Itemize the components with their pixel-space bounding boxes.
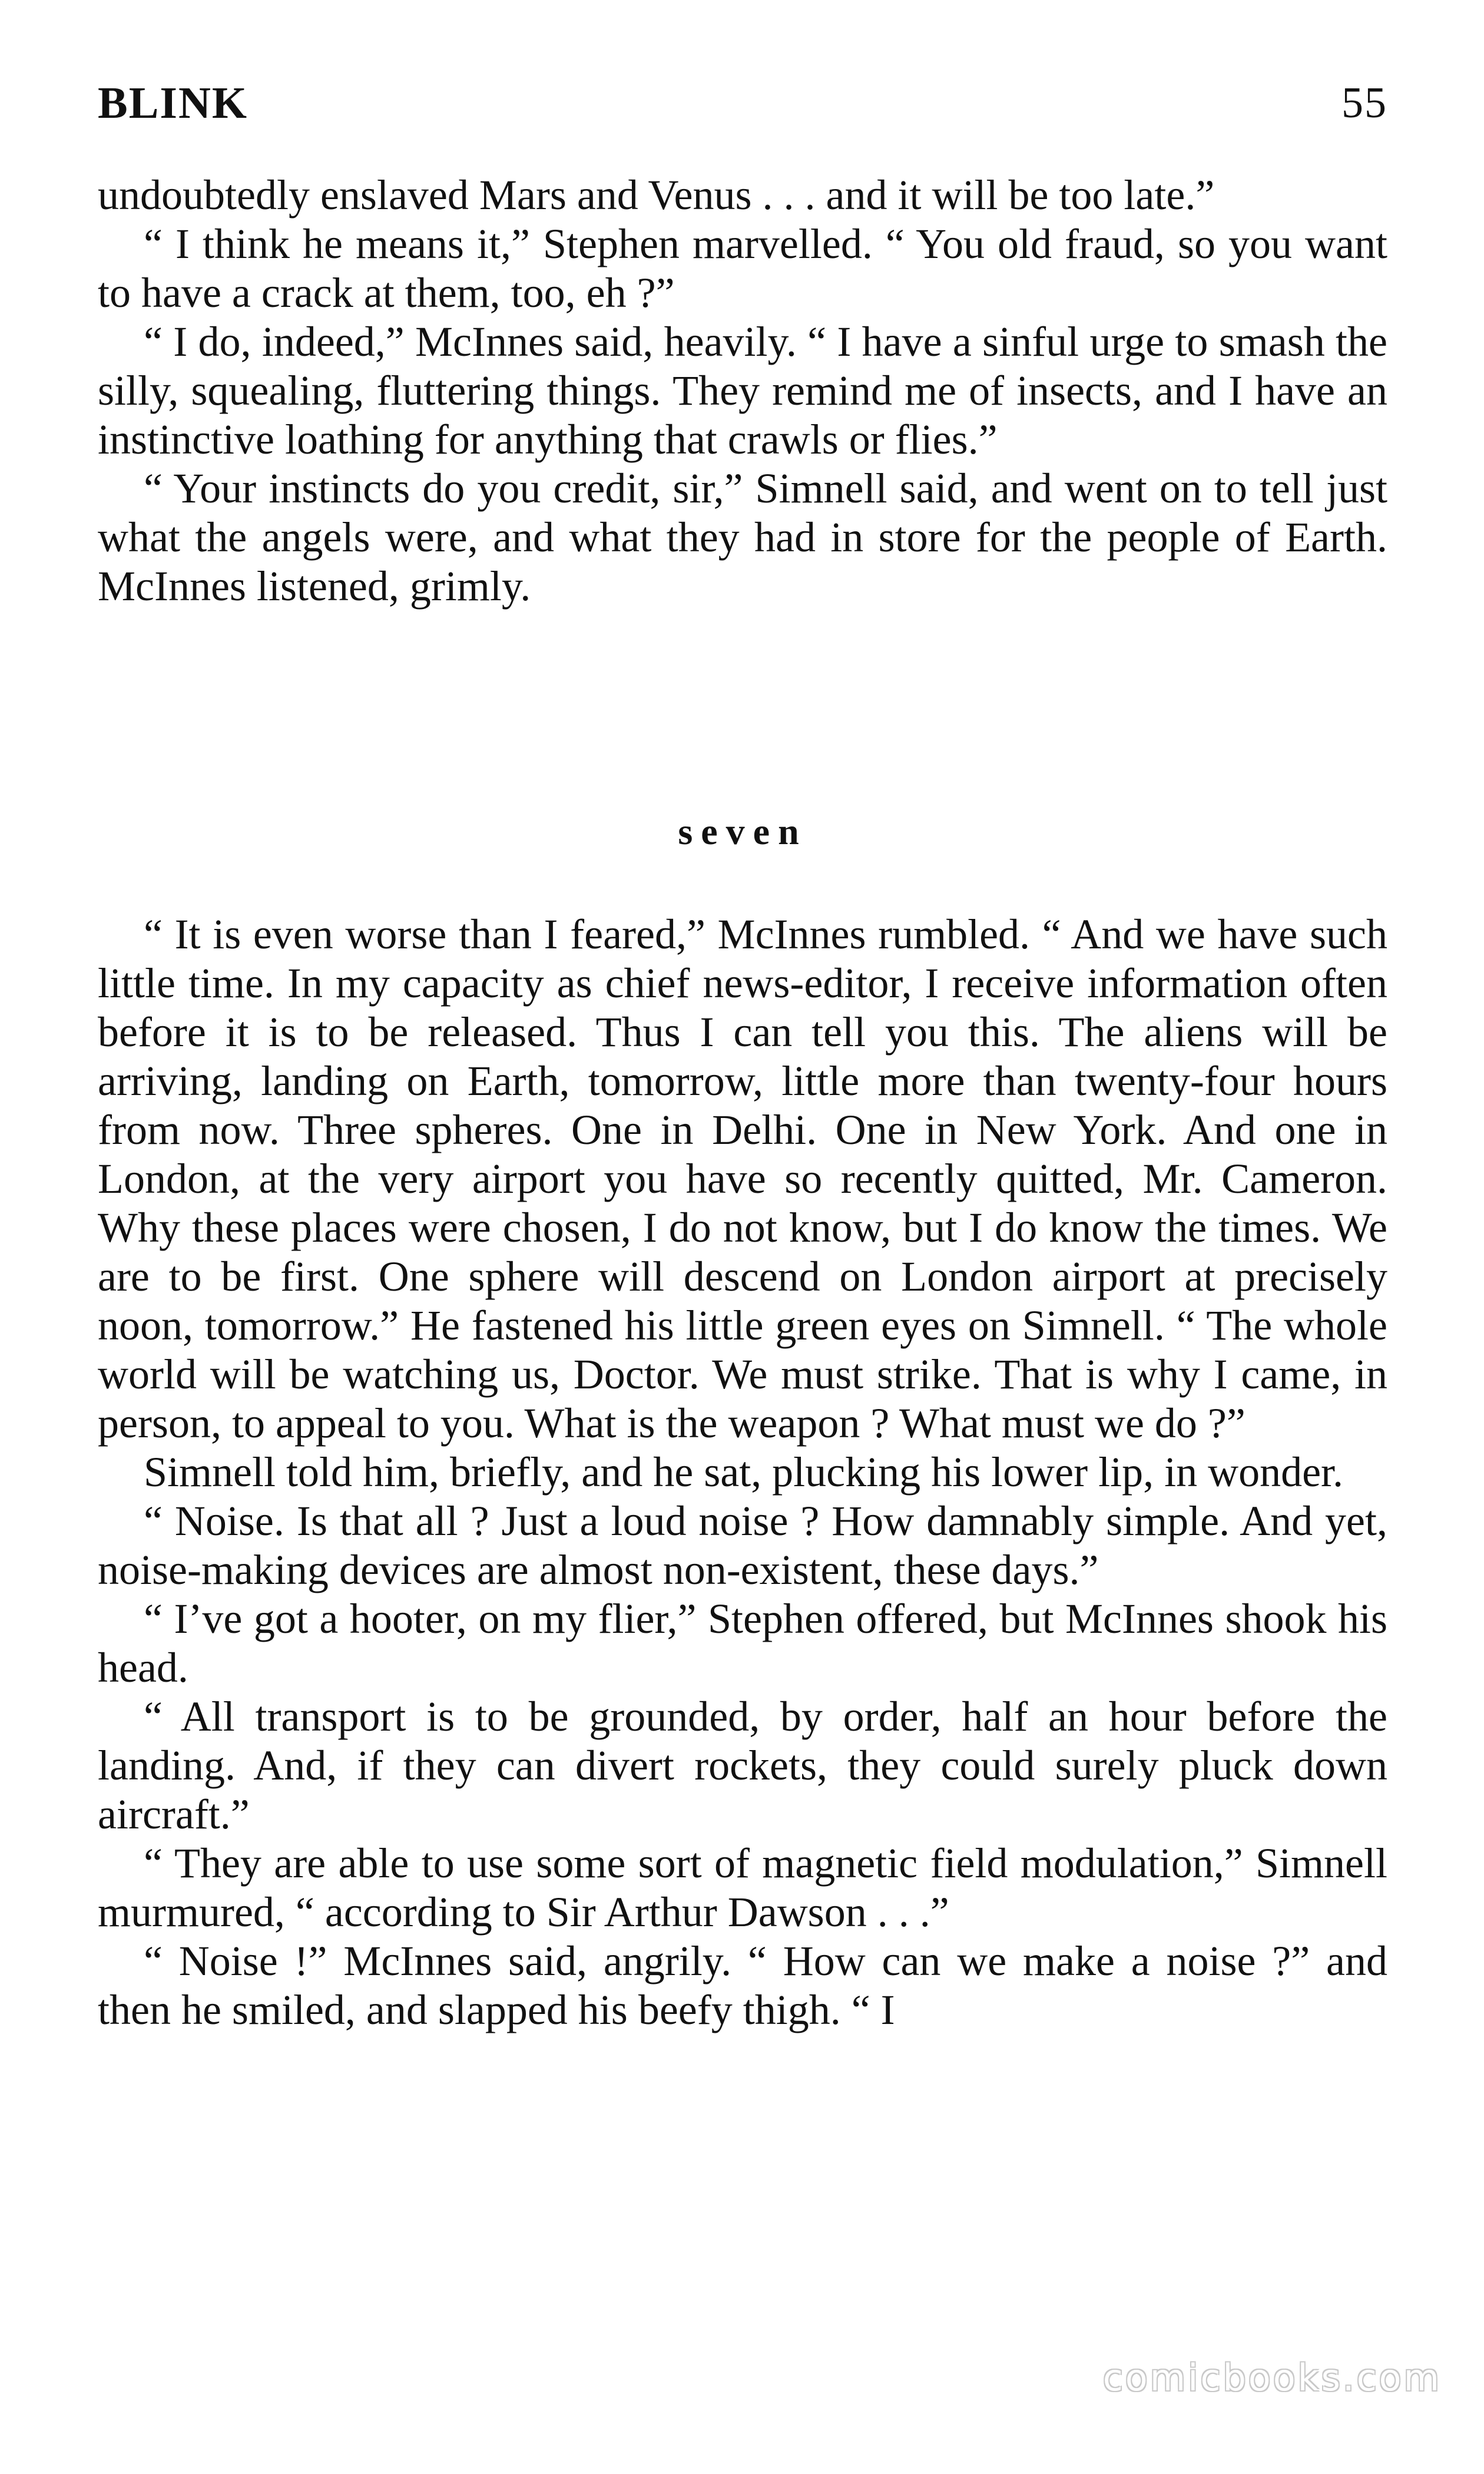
paragraph: “ Noise. Is that all ? Just a loud noise ? How damnably simple. And yet, noise-making devices are almost non-existent, these days.” [98,1497,1387,1593]
book-title: BLINK [98,78,248,128]
text-block-after-heading [98,910,1387,2035]
page-number: 55 [1341,78,1387,127]
chapter-heading: seven [678,811,807,852]
paragraph: “ Your instincts do you credit, sir,” Simnell said, and went on to tell just what the angels were, and what they had in store for the people of Earth. McInnes listened, grimly. [98,465,1387,610]
paragraph: “ I do, indeed,” McInnes said, heavily. “ I have a sinful urge to smash the silly, squealing, fluttering things. They remind me of insects, and I have an instinctive loathing for anything that crawls or flies.” [98,318,1387,463]
paragraph: “ It is even worse than I feared,” McInnes rumbled. “ And we have such little time. In my capacity as chief news-editor, I receive information often before it is to be released. Thus I can tell you this. The aliens will be arriving, landing on Earth, tomorrow, little more than twenty-four hours from now. Three spheres. One in Delhi. One in New York. And one in London, at the very airport you have so recently quitted, Mr. Cameron. Why these places were chosen, I do not know, but I do know the times. We are to be first. One sphere will descend on London airport at precisely noon, tomorrow.” He fastened his little green eyes on Simnell. “ The whole world will be watching us, Doctor. We must strike. That is why I came, in person, to appeal to you. What is the weapon ? What must we do ?” [98,911,1387,1447]
watermark: comicbooks.com [1102,2356,1442,2399]
text-block-before-heading [98,171,1387,611]
paragraph: “ I’ve got a hooter, on my flier,” Stephen offered, but McInnes shook his head. [98,1595,1387,1691]
running-head [98,71,1387,135]
paragraph: “ I think he means it,” Stephen marvelled. “ You old fraud, so you want to have a crack at them, too, eh ?” [98,220,1387,316]
paragraph: “ They are able to use some sort of magnetic field modulation,” Simnell murmured, “ according to Sir Arthur Dawson . . .” [98,1840,1387,1936]
paragraph: undoubtedly enslaved Mars and Venus . . . and it will be too late.” [98,171,1215,219]
paragraph: “ Noise !” McInnes said, angrily. “ How can we make a noise ?” and then he smiled, and slapped his beefy thigh. “ I [98,1937,1387,2033]
paragraph: “ All transport is to be grounded, by order, half an hour before the landing. And, if they can divert rockets, they could surely pluck down aircraft.” [98,1693,1387,1838]
paragraph: Simnell told him, briefly, and he sat, plucking his lower lip, in wonder. [144,1448,1344,1496]
